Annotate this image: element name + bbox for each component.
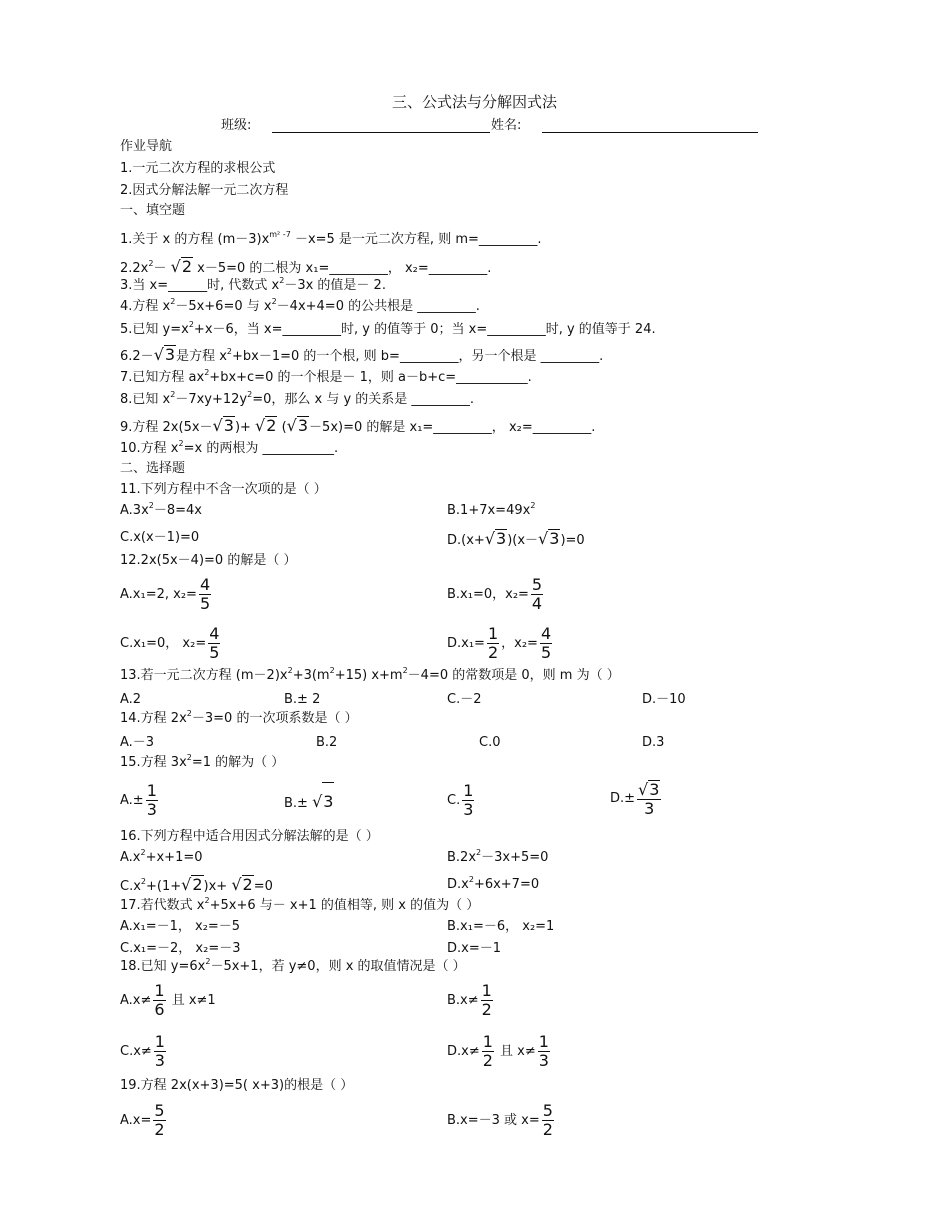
q12-option-c[interactable]: C.x₁=0， x₂= $\frac{4}{5}$ <box>120 624 220 662</box>
question-4: 4.方程 $x^2-5x+6=0$ 与 $x^2-4x+4=0$ 的公共根是 _________. <box>120 297 480 314</box>
q18-option-d[interactable]: D.x≠ $\frac{1}{2}$ 且 x≠ $\frac{1}{3}$ <box>447 1032 549 1070</box>
question-7: 7.已知方程 $ax^2+bx+c=0$ 的一个根是－ 1，则 a－b+c=___________. <box>120 368 532 385</box>
q13-option-a[interactable]: A.2 <box>120 692 142 707</box>
q18-option-c[interactable]: C.x≠ $\frac{1}{3}$ <box>120 1032 165 1070</box>
question-6: 6.2－√3是方程 $x^2+bx-1=0$ 的一个根, 则 b=_________，另一个根是 _________. <box>120 345 604 364</box>
q11-option-d[interactable]: D.(x+√3)(x－√3)=0 <box>447 529 585 548</box>
q15-option-d[interactable]: D.± $\frac{√3}{3}$ <box>610 779 660 818</box>
question-16: 16.下列方程中适合用因式分解法解的是（ ） <box>120 829 379 844</box>
q19-option-a[interactable]: A.x= $\frac{5}{2}$ <box>120 1101 165 1139</box>
q15-option-c[interactable]: C. $\frac{1}{3}$ <box>447 781 474 819</box>
q16-option-b[interactable]: $B.2x^2-3x+5=0$ <box>447 848 549 865</box>
question-11: 11.下列方程中不含一次项的是（ ） <box>120 482 327 497</box>
q13-option-c[interactable]: C.－2 <box>447 692 482 707</box>
class-label: 班级: <box>221 118 252 133</box>
q17-option-c[interactable]: C.x₁=－2， x₂=－3 <box>120 941 241 956</box>
nav-heading: 作业导航 <box>120 139 173 154</box>
question-14: 14.方程 $2x^2-3=0$ 的一次项系数是（ ） <box>120 709 358 726</box>
nav-item-2: 2.因式分解法解一元二次方程 <box>120 183 289 198</box>
q16-option-c[interactable]: $C.x^2+(1+√2)x+ √2=0$ <box>120 875 273 894</box>
q15-option-b[interactable]: B.± √3 <box>284 782 334 823</box>
q17-option-b[interactable]: B.x₁=－6， x₂=1 <box>447 919 555 934</box>
q12-option-a[interactable]: A.x₁=2, x₂= $\frac{4}{5}$ <box>120 575 211 613</box>
q14-option-c[interactable]: C.0 <box>479 735 501 750</box>
question-2: $2.2x^2- √2$ x－5=0 的二根为 x₁=_________， x₂=_________. <box>120 257 492 276</box>
q13-option-d[interactable]: D.－10 <box>642 692 686 707</box>
q11-option-c[interactable]: C.x(x－1)=0 <box>120 530 200 545</box>
section-choice: 二、选择题 <box>120 461 186 476</box>
question-13: 13.若一元二次方程 $(m-2)x^2+3(m^2+15)$ $x+m^2-4=0$ 的常数项是 0，则 m 为（ ） <box>120 666 620 683</box>
q14-option-a[interactable]: A.－3 <box>120 735 155 750</box>
question-10: 10.方程 $x^2=x$ 的两根为 ___________. <box>120 439 339 456</box>
question-18: 18.已知 $y=6x^2-5x+1$，若 y≠0，则 x 的取值情况是（ ） <box>120 957 466 974</box>
name-label: 姓名: <box>491 118 522 133</box>
q13-option-b[interactable]: B.± 2 <box>284 692 321 707</box>
question-12: 12.2x(5x－4)=0 的解是（ ） <box>120 553 297 568</box>
nav-item-1: 1.一元二次方程的求根公式 <box>120 161 276 176</box>
question-8: 8.已知 $x^2-7xy+12y^2=0$，那么 x 与 y 的关系是 _________. <box>120 390 475 407</box>
q18-option-b[interactable]: B.x≠ $\frac{1}{2}$ <box>447 981 492 1019</box>
q12-option-b[interactable]: B.x₁=0，x₂= $\frac{5}{4}$ <box>447 575 543 613</box>
name-field[interactable] <box>542 132 758 133</box>
page-title: 三、公式法与分解因式法 <box>392 93 558 111</box>
q12-option-d[interactable]: D.x₁= $\frac{1}{2}$ ，x₂= $\frac{4}{5}$ <box>447 624 552 662</box>
question-15: 15.方程 $3x^2=1$ 的解为（ ） <box>120 753 285 770</box>
question-9: 9.方程 2x(5x－√3)+ √2 (√3－5x)=0 的解是 x₁=_________， x₂=_________. <box>120 416 596 435</box>
section-fill-blank: 一、填空题 <box>120 203 186 218</box>
q15-option-a[interactable]: A.± $\frac{1}{3}$ <box>120 781 157 819</box>
class-field[interactable] <box>272 132 490 133</box>
q11-option-a[interactable]: $A.3x^2-8=4x$ <box>120 501 202 518</box>
q19-option-b[interactable]: B.x=－3 或 x= $\frac{5}{2}$ <box>447 1101 553 1139</box>
q14-option-b[interactable]: B.2 <box>316 735 338 750</box>
q18-option-a[interactable]: A.x≠ $\frac{1}{6}$ 且 x≠1 <box>120 981 216 1019</box>
q16-option-a[interactable]: $A.x^2+x+1=0$ <box>120 848 203 865</box>
question-1: 1.关于 x 的方程 $(m-3)x^{m^2 -7} -x=5$ 是一元二次方程, 则 m=_________. <box>120 230 542 247</box>
question-5: 5.已知 $y=x^2+x-6$，当 x=_________时, y 的值等于 0；当 x=_________时, y 的值等于 24. <box>120 320 656 337</box>
question-19: 19.方程 2x(x+3)=5( x+3)的根是（ ） <box>120 1078 354 1093</box>
question-3: 3.当 x=______时, 代数式 $x^2-3x$ 的值是－ 2. <box>120 276 386 293</box>
q11-option-b[interactable]: $B.1+7x=49x^2$ <box>447 501 536 518</box>
q16-option-d[interactable]: $D.x^2+6x+7=0$ <box>447 875 540 892</box>
q17-option-d[interactable]: D.x=－1 <box>447 941 501 956</box>
q14-option-d[interactable]: D.3 <box>642 735 665 750</box>
question-17: 17.若代数式 $x^2+5x+6$ 与－ x+1 的值相等, 则 x 的值为（ ） <box>120 896 480 913</box>
q17-option-a[interactable]: A.x₁=－1， x₂=－5 <box>120 919 241 934</box>
